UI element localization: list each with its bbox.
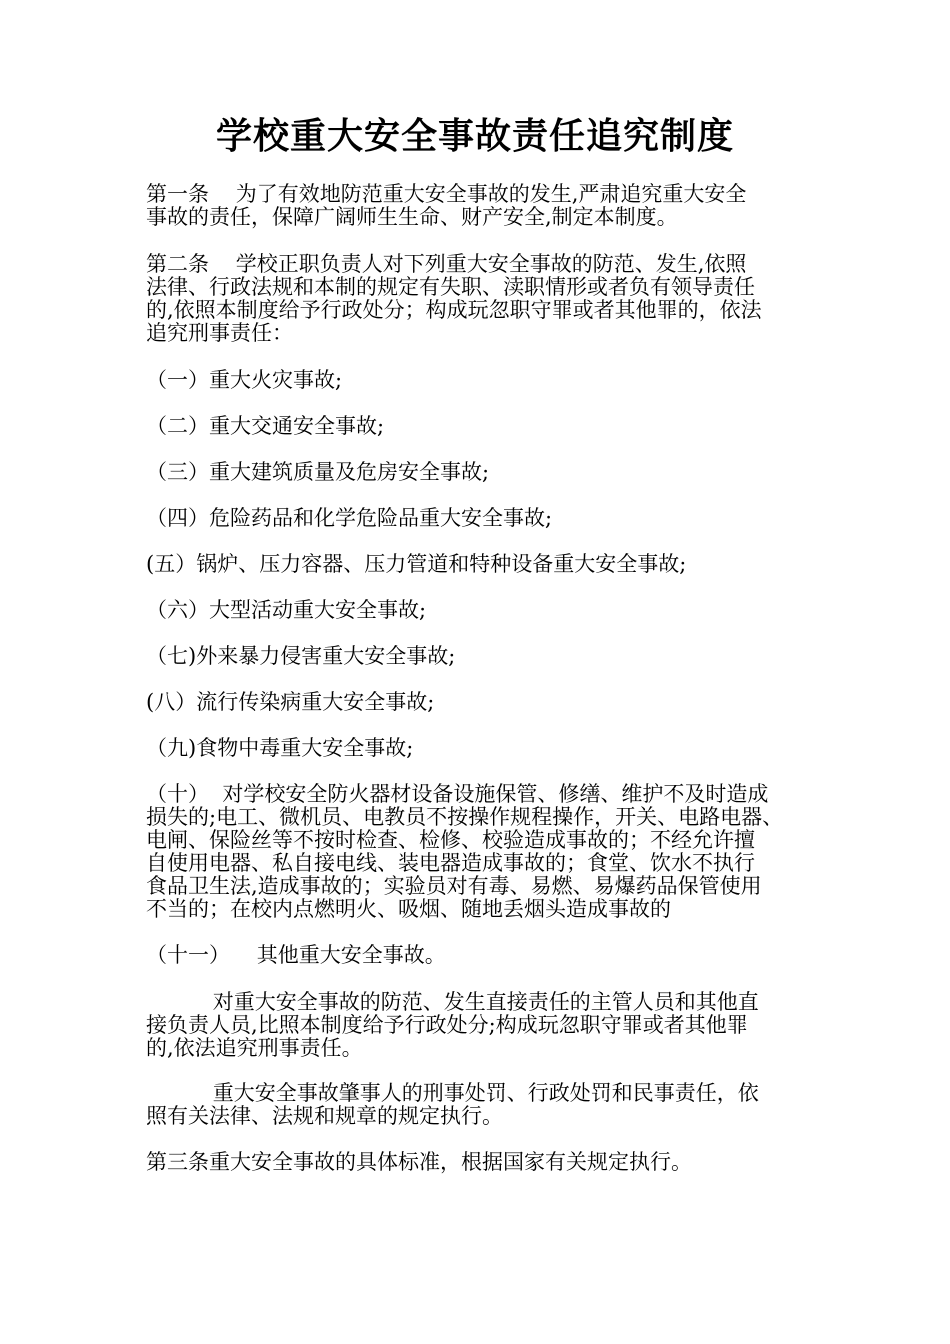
text-line: （二）重大交通安全事故;: [146, 414, 385, 438]
list-item-1: [146, 369, 816, 392]
list-item-5: [146, 553, 816, 576]
article-1-paragraph: [146, 183, 816, 229]
list-item-9: [146, 737, 816, 760]
text-line: 自使用电器、私自接电线、装电器造成事故的；食堂、饮水不执行: [146, 851, 755, 875]
text-line: 重大安全事故肇事人的刑事处罚、行政处罚和民事责任，依: [146, 1081, 759, 1105]
text-line: （四）危险药品和化学危险品重大安全事故;: [146, 506, 553, 530]
text-line: 第三条重大安全事故的具体标准，根据国家有关规定执行。: [146, 1150, 692, 1174]
text-line: 电闸、保险丝等不按时检查、检修、校验造成事故的；不经允许擅: [146, 828, 755, 852]
text-line: 接负责人员,比照本制度给予行政处分;构成玩忽职守罪或者其他罪: [146, 1013, 748, 1037]
list-item-2: [146, 415, 816, 438]
document-title: 学校重大安全事故责任追究制度: [215, 115, 734, 157]
text-line: （十一） 其他重大安全事故。: [146, 943, 446, 967]
text-line: 的,依照本制度给予行政处分；构成玩忽职守罪或者其他罪的，依法: [146, 298, 762, 322]
article-2-paragraph: [146, 253, 816, 345]
text-line: (八）流行传染病重大安全事故;: [146, 690, 435, 714]
text-line: (五）锅炉、压力容器、压力管道和特种设备重大安全事故;: [146, 552, 687, 576]
text-line: 法律、行政法规和本制的规定有失职、渎职情形或者负有领导责任: [146, 275, 755, 299]
text-line: 第二条 学校正职负责人对下列重大安全事故的防范、发生,依照: [146, 252, 747, 276]
text-line: 照有关法律、法规和规章的规定执行。: [146, 1104, 503, 1128]
text-line: （六）大型活动重大安全事故;: [146, 598, 427, 622]
text-line: 事故的责任，保障广阔师生生命、财产安全,制定本制度。: [146, 205, 678, 229]
text-line: （七)外来暴力侵害重大安全事故;: [146, 644, 456, 668]
text-line: 食品卫生法,造成事故的；实验员对有毒、易燃、易爆药品保管使用: [146, 874, 762, 898]
list-item-4: [146, 507, 816, 530]
text-line: 不当的；在校内点燃明火、吸烟、随地丢烟头造成事故的: [146, 897, 671, 921]
text-line: （九)食物中毒重大安全事故;: [146, 736, 414, 760]
list-item-8: [146, 691, 816, 714]
text-line: 的,依法追究刑事责任。: [146, 1036, 363, 1060]
list-item-7: [146, 645, 816, 668]
text-line: 第一条 为了有效地防范重大安全事故的发生,严肃追究重大安全: [146, 182, 747, 206]
list-item-6: [146, 599, 816, 622]
article-3-paragraph: [146, 1151, 816, 1174]
direct-liability-paragraph: [146, 991, 816, 1060]
list-item-10: [146, 783, 816, 921]
text-line: （十） 对学校安全防火器材设备设施保管、修缮、维护不及时造成: [146, 782, 769, 806]
text-line: 损失的;电工、微机员、电教员不按操作规程操作，开关、电路电器、: [146, 805, 784, 829]
text-line: （三）重大建筑质量及危房安全事故;: [146, 460, 490, 484]
offender-liability-paragraph: [146, 1082, 816, 1128]
text-line: 追究刑事责任：: [146, 321, 293, 345]
list-item-3: [146, 461, 816, 484]
text-line: （一）重大火灾事故;: [146, 368, 343, 392]
list-item-11: [146, 944, 816, 967]
text-line: 对重大安全事故的防范、发生直接责任的主管人员和其他直: [146, 990, 759, 1014]
